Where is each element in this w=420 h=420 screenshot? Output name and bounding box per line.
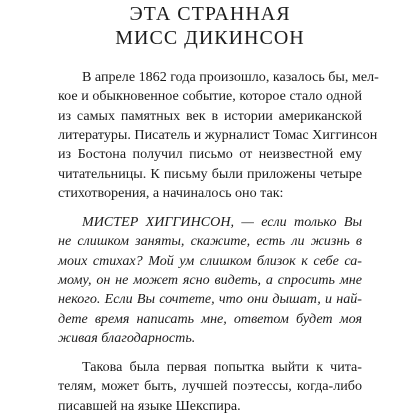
letter-quote-line: не слишком заняты, скажите, есть ли жизнь в [58,233,362,250]
paragraph-1-line: стихотворения, а начиналось оно так: [58,185,284,201]
chapter-title-line-1: ЭТА СТРАННАЯ [129,3,291,25]
paragraph-1-line: из самых памятных век в истории американской [58,107,362,124]
letter-quote-line: некого. Если Вы сочтете, что они дышат, и най- [58,291,362,308]
letter-quote-line: моих стихах? Мой ум слишком близок к себе са- [58,252,362,269]
paragraph-2-line: телям, может быть, лучшей поэтессы, когда-либо [58,378,362,395]
paragraph-1-line: читательницы. К письму были приложены четыре [58,165,362,182]
letter-quote-line: мому, он не может ясно видеть, а спросить мне [58,272,362,288]
paragraph-2-line: Такова была первая попытка выйти к чита- [82,359,362,375]
letter-quote-line: живая благодарность. [58,330,196,346]
chapter-title-line-2: МИСС ДИКИНСОН [115,27,305,49]
paragraph-1-line: из Бостона получил письмо от неизвестной ему [58,146,362,163]
letter-quote-line: МИСТЕР ХИГГИНСОН, — если только Вы [82,214,362,230]
letter-quote-line: дете время написать мне, ответом будет моя [58,310,362,327]
paragraph-1-line: литературы. Писатель и журналист Томас Хиггинсон [58,127,378,143]
paragraph-2-line: писавшей на языке Шекспира. [58,397,241,414]
paragraph-1-line: В апреле 1862 года произошло, казалось бы, мел- [82,69,379,85]
paragraph-1-line: кое и обыкновенное событие, которое стало одной [58,88,362,105]
